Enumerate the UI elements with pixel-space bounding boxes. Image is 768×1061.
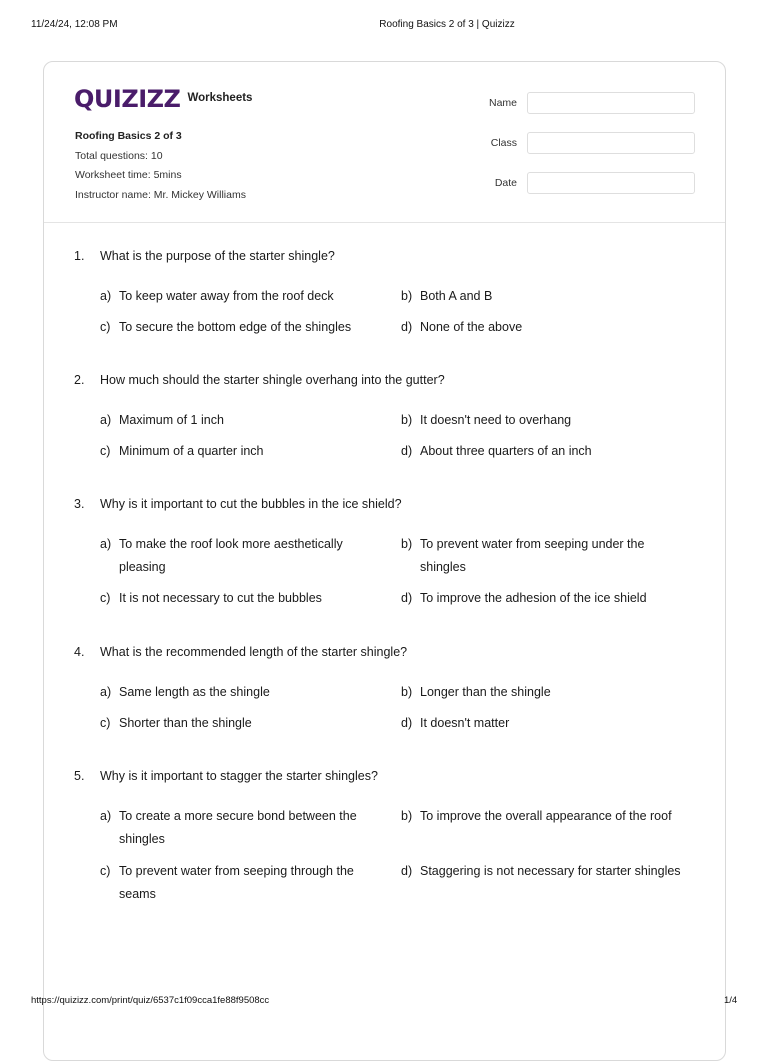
class-label: Class [490,137,517,149]
name-field[interactable] [527,92,695,114]
option-letter: b) [401,809,413,823]
question-text: Why is it important to stagger the starter shingles? [100,769,378,783]
option-letter: d) [401,864,413,878]
option-b [401,533,691,579]
quizizz-logo [74,84,252,114]
question-number: 5. [74,769,85,783]
option-letter: a) [100,537,112,551]
option-letter: c) [100,444,111,458]
option-text: Shorter than the shingle [119,716,252,730]
question-text: Why is it important to cut the bubbles in the ice shield? [100,497,402,511]
option-text: To prevent water from seeping through the seams [119,864,354,901]
option-text: It doesn't need to overhang [420,413,572,427]
option-letter: c) [100,591,111,605]
logo-section-label: Worksheets [187,92,253,104]
option-a [100,285,372,308]
print-header [0,19,768,33]
worksheet-meta [75,127,246,205]
option-letter: c) [100,320,111,334]
option-text: To secure the bottom edge of the shingles [119,320,352,334]
date-label: Date [494,177,517,189]
class-field-row [464,131,695,155]
print-page-title: Roofing Basics 2 of 3 | Quizizz [379,19,515,30]
option-text: Same length as the shingle [119,685,270,699]
name-field-row [464,91,695,115]
option-letter: a) [100,413,112,427]
question-text: What is the purpose of the starter shingle? [100,249,335,263]
option-letter: a) [100,685,112,699]
instructor-name: Instructor name: Mr. Mickey Williams [75,188,246,201]
date-field[interactable] [527,172,695,194]
total-questions: Total questions: 10 [75,149,163,162]
option-text: None of the above [420,320,523,334]
option-c [100,316,372,339]
option-a [100,805,372,851]
option-text: Staggering is not necessary for starter shingles [420,864,681,878]
option-text: To keep water away from the roof deck [119,289,334,303]
option-d [401,860,691,883]
question-text: What is the recommended length of the starter shingle? [100,645,408,659]
page-number: 1/4 [724,995,738,1006]
option-letter: b) [401,537,413,551]
option-letter: c) [100,864,111,878]
option-b [401,285,691,308]
question-stem [74,373,445,387]
option-c [100,860,372,906]
question-number: 3. [74,497,85,511]
option-letter: d) [401,444,413,458]
option-letter: c) [100,716,111,730]
question-number: 4. [74,645,85,659]
option-text: Minimum of a quarter inch [119,444,264,458]
option-b [401,805,691,828]
option-d [401,440,691,463]
option-text: To create a more secure bond between the shingles [119,809,357,846]
class-field[interactable] [527,132,695,154]
option-text: To prevent water from seeping under the shingles [420,537,645,574]
print-datetime: 11/24/24, 12:08 PM [31,19,118,30]
question-stem [74,497,402,511]
option-b [401,681,691,704]
option-letter: a) [100,809,112,823]
option-text: Maximum of 1 inch [119,413,224,427]
question-number: 1. [74,249,85,263]
option-letter: d) [401,716,413,730]
question-number: 2. [74,373,85,387]
name-label: Name [488,97,517,109]
print-url: https://quizizz.com/print/quiz/6537c1f09cca1fe88f9508cc [31,995,270,1006]
option-letter: d) [401,591,413,605]
option-text: Longer than the shingle [420,685,551,699]
option-letter: a) [100,289,112,303]
worksheet-title: Roofing Basics 2 of 3 [75,130,182,142]
option-c [100,587,372,610]
option-a [100,681,372,704]
logo-wordmark: QUIZIZZ [74,85,181,113]
option-letter: b) [401,289,413,303]
option-d [401,712,691,735]
option-d [401,587,691,610]
option-d [401,316,691,339]
question-text: How much should the starter shingle overhang into the gutter? [100,373,445,387]
date-field-row [464,171,695,195]
option-letter: d) [401,320,413,334]
worksheet-header [44,62,725,223]
option-c [100,440,372,463]
option-letter: b) [401,413,413,427]
option-a [100,533,372,579]
option-text: To improve the overall appearance of the roof [420,809,672,823]
option-letter: b) [401,685,413,699]
question-stem [74,645,407,659]
option-text: It doesn't matter [420,716,510,730]
question-stem [74,249,335,263]
option-text: To improve the adhesion of the ice shield [420,591,647,605]
option-text: It is not necessary to cut the bubbles [119,591,322,605]
option-text: To make the roof look more aesthetically pleasing [119,537,343,574]
option-text: About three quarters of an inch [420,444,592,458]
option-text: Both A and B [420,289,493,303]
question-stem [74,769,378,783]
option-c [100,712,372,735]
option-a [100,409,372,432]
option-b [401,409,691,432]
worksheet-time: Worksheet time: 5mins [75,169,182,181]
